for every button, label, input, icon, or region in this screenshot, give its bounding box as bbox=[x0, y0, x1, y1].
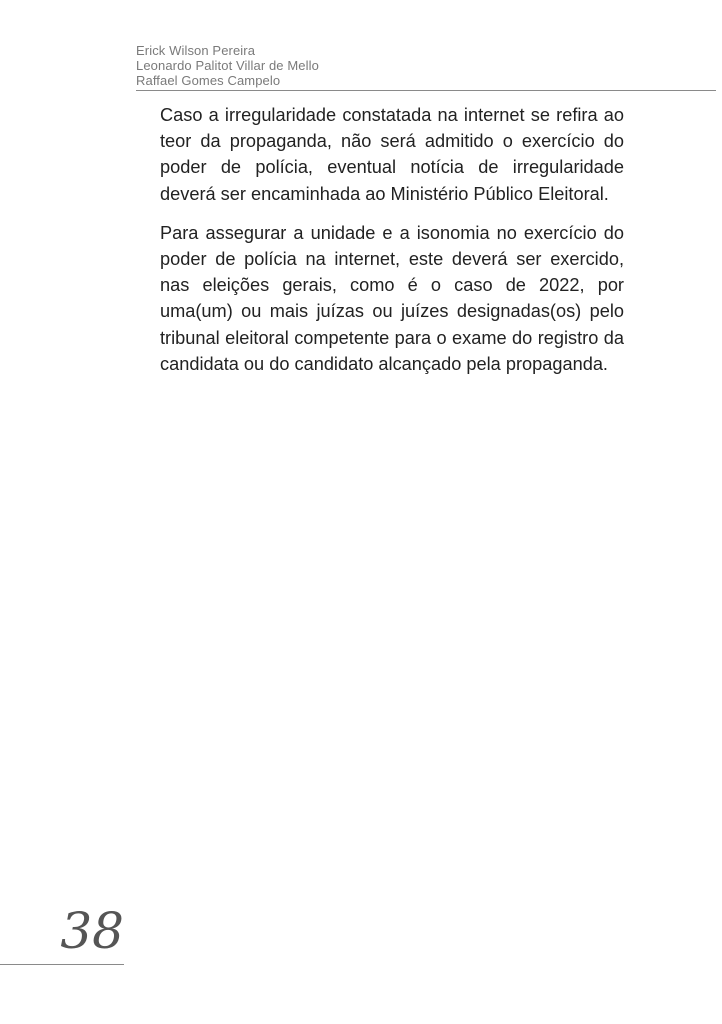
header-divider bbox=[136, 90, 716, 91]
author-name: Raffael Gomes Campelo bbox=[136, 73, 281, 88]
body-paragraph: Para assegurar a unidade e a isonomia no exercício do poder de polícia na internet, este deverá ser exercido, nas eleições gerais, como é o caso de 2022, por uma(um) ou mais juízas ou juízes designadas(os) pelo tribunal eleitoral competente para o exame do registro da candidata ou do candidato alcançado pela propaganda. bbox=[160, 222, 624, 374]
page-body bbox=[160, 102, 624, 390]
footer-divider bbox=[0, 964, 124, 965]
running-header bbox=[136, 43, 696, 88]
author-name: Leonardo Palitot Villar de Mello bbox=[136, 58, 319, 73]
body-paragraph: Caso a irregularidade constatada na internet se refira ao teor da propaganda, não será admitido o exercício do poder de polícia, eventual notícia de irregularidade deverá ser encaminhada ao Ministério Público Eleitoral. bbox=[160, 105, 624, 204]
page-number: 38 bbox=[60, 902, 124, 960]
author-name: Erick Wilson Pereira bbox=[136, 43, 256, 58]
